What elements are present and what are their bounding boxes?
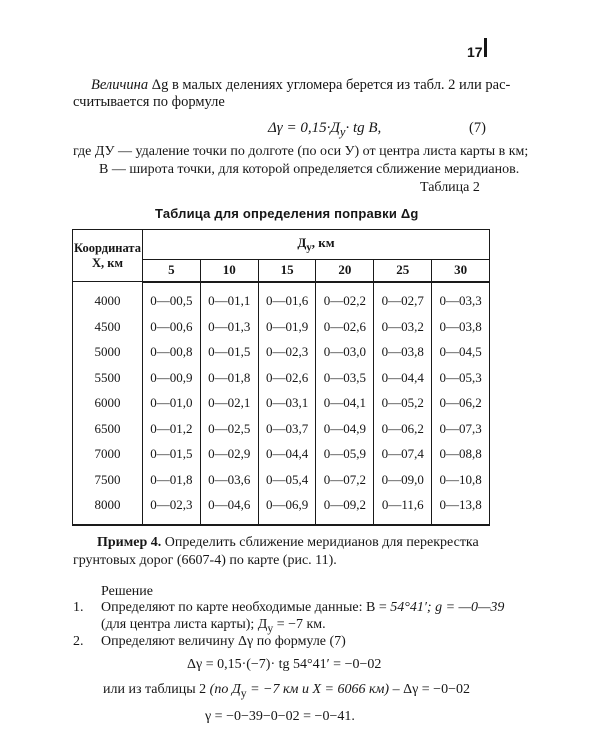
table-row <box>73 493 490 526</box>
table-cell: 0—06,9 <box>258 493 316 526</box>
table-cell: 0—07,4 <box>374 442 432 468</box>
column-header: 10 <box>200 260 258 282</box>
calc-line-1: Δγ = 0,15·(−7)· tg 54°41′ = −0−02 <box>187 657 382 672</box>
calc-2-sub: у <box>240 686 247 700</box>
intro-symbol: Δg <box>151 77 169 93</box>
step-1-d: = −7 км. <box>273 617 326 632</box>
table-row <box>73 282 490 315</box>
table-cell: 0—02,3 <box>258 340 316 366</box>
table-cell: 0—05,2 <box>374 391 432 417</box>
calc-line-2 <box>103 682 470 700</box>
table-title: Таблица для определения поправки Δg <box>155 206 419 221</box>
table-cell: 0—10,8 <box>432 467 490 493</box>
table-row <box>73 442 490 468</box>
column-header: 25 <box>374 260 432 282</box>
table-cell: 0—04,4 <box>374 365 432 391</box>
column-header: 5 <box>143 260 201 282</box>
table-cell: 0—05,9 <box>316 442 374 468</box>
calc-2-b: (по Д <box>209 682 241 697</box>
table-cell: 0—02,6 <box>316 314 374 340</box>
table-cell: 0—04,1 <box>316 391 374 417</box>
table-cell: 0—03,1 <box>258 391 316 417</box>
calc-2-d: – Δγ = −0−02 <box>389 682 470 697</box>
table-cell: 0—01,5 <box>143 442 201 468</box>
table-cell: 0—02,9 <box>200 442 258 468</box>
page-number-bar <box>484 38 487 57</box>
table-row <box>73 340 490 366</box>
distance-header-sub: у <box>306 241 312 254</box>
table-cell: 0—01,3 <box>200 314 258 340</box>
table-cell: 0—03,6 <box>200 467 258 493</box>
table-cell: 0—02,7 <box>374 282 432 315</box>
table-cell: 0—02,5 <box>200 416 258 442</box>
column-header: 30 <box>432 260 490 282</box>
table-row <box>73 467 490 493</box>
table-cell: 0—11,6 <box>374 493 432 526</box>
distance-header-unit: , км <box>311 235 335 251</box>
row-coordinate: 4000 <box>73 282 143 315</box>
coord-header <box>73 230 143 282</box>
table-cell: 0—13,8 <box>432 493 490 526</box>
formula-7-sub: у <box>339 125 346 139</box>
table-cell: 0—01,1 <box>200 282 258 315</box>
step-1-number: 1. <box>73 600 84 615</box>
table-cell: 0—01,6 <box>258 282 316 315</box>
table-cell: 0—01,5 <box>200 340 258 366</box>
row-coordinate: 7500 <box>73 467 143 493</box>
example-label: Пример 4. <box>97 535 162 550</box>
table-cell: 0—06,2 <box>432 391 490 417</box>
calc-2-c: = −7 км и X = 6066 км) <box>246 682 390 697</box>
table-cell: 0—02,2 <box>316 282 374 315</box>
table-cell: 0—05,4 <box>258 467 316 493</box>
table-cell: 0—01,8 <box>200 365 258 391</box>
row-coordinate: 5500 <box>73 365 143 391</box>
example-line-1-rest: Определить сближение меридианов для перекрестка <box>161 535 479 550</box>
table-cell: 0—00,5 <box>143 282 201 315</box>
step-1-line-1 <box>101 600 504 616</box>
table-cell: 0—08,8 <box>432 442 490 468</box>
table-cell: 0—07,3 <box>432 416 490 442</box>
table-row <box>73 391 490 417</box>
step-1-c: (для центра листа карты); Д <box>101 617 268 632</box>
column-header: 15 <box>258 260 316 282</box>
table-cell: 0—03,5 <box>316 365 374 391</box>
page-number: 17 <box>467 44 483 60</box>
intro-line-1 <box>91 77 510 94</box>
formula-7-text: Δγ = 0,15·Д <box>268 120 340 136</box>
table-cell: 0—01,8 <box>143 467 201 493</box>
table-cell: 0—03,8 <box>432 314 490 340</box>
step-2-text: Определяют величину Δγ по формуле (7) <box>101 634 346 649</box>
example-line-1 <box>97 535 479 551</box>
table-cell: 0—04,4 <box>258 442 316 468</box>
table-cell: 0—03,3 <box>432 282 490 315</box>
intro-line-1-rest: в малых делениях угломера берется из табл. 2 или рас- <box>168 77 511 93</box>
table-cell: 0—09,2 <box>316 493 374 526</box>
table-cell: 0—00,9 <box>143 365 201 391</box>
step-1-sub: у <box>267 621 274 635</box>
table-cell: 0—01,2 <box>143 416 201 442</box>
table-row <box>73 314 490 340</box>
table-cell: 0—02,1 <box>200 391 258 417</box>
table-cell: 0—01,0 <box>143 391 201 417</box>
table-cell: 0—02,3 <box>143 493 201 526</box>
calc-line-3: γ = −0−39−0−02 = −0−41. <box>205 709 355 724</box>
row-coordinate: 6500 <box>73 416 143 442</box>
formula-7-tail: · tg B, <box>345 120 382 136</box>
intro-line-2: считывается по формуле <box>73 94 225 110</box>
table-cell: 0—04,6 <box>200 493 258 526</box>
table-cell: 0—03,2 <box>374 314 432 340</box>
table-cell: 0—04,5 <box>432 340 490 366</box>
table-cell: 0—01,9 <box>258 314 316 340</box>
step-1-line-2 <box>101 617 326 635</box>
correction-table <box>72 229 490 526</box>
row-coordinate: 6000 <box>73 391 143 417</box>
definition-line-2: В — широта точки, для которой определяется сближение меридианов. <box>99 162 520 177</box>
formula-7 <box>268 120 381 140</box>
row-coordinate: 5000 <box>73 340 143 366</box>
row-coordinate: 4500 <box>73 314 143 340</box>
row-coordinate: 8000 <box>73 493 143 526</box>
table-cell: 0—04,9 <box>316 416 374 442</box>
formula-7-number: (7) <box>469 120 486 136</box>
table-cell: 0—03,0 <box>316 340 374 366</box>
step-2-number: 2. <box>73 634 84 649</box>
table-cell: 0—06,2 <box>374 416 432 442</box>
row-coordinate: 7000 <box>73 442 143 468</box>
distance-header <box>143 230 490 260</box>
definition-line-1: где ДУ — удаление точки по долготе (по оси У) от центра листа карты в км; <box>73 144 529 159</box>
table-cell: 0—00,8 <box>143 340 201 366</box>
table-cell: 0—03,7 <box>258 416 316 442</box>
calc-2-a: или из таблицы 2 <box>103 682 210 697</box>
step-1-a: Определяют по карте необходимые данные: B = <box>101 600 391 615</box>
distance-header-text: Д <box>297 235 307 251</box>
solution-heading: Решение <box>101 584 154 599</box>
table-row <box>73 416 490 442</box>
intro-lead: Величина <box>91 77 152 93</box>
table-cell: 0—07,2 <box>316 467 374 493</box>
step-1-b: 54°41′; g = —0—39 <box>390 600 505 615</box>
table-row <box>73 365 490 391</box>
table-cell: 0—05,3 <box>432 365 490 391</box>
table-label: Таблица 2 <box>420 180 480 195</box>
table-cell: 0—02,6 <box>258 365 316 391</box>
table-cell: 0—09,0 <box>374 467 432 493</box>
column-header: 20 <box>316 260 374 282</box>
coord-header-line-2: X, км <box>92 255 123 270</box>
table-cell: 0—03,8 <box>374 340 432 366</box>
coord-header-line-1: Координата <box>74 240 141 255</box>
table-cell: 0—00,6 <box>143 314 201 340</box>
example-line-2: грунтовых дорог (6607-4) по карте (рис. 11). <box>73 553 337 568</box>
